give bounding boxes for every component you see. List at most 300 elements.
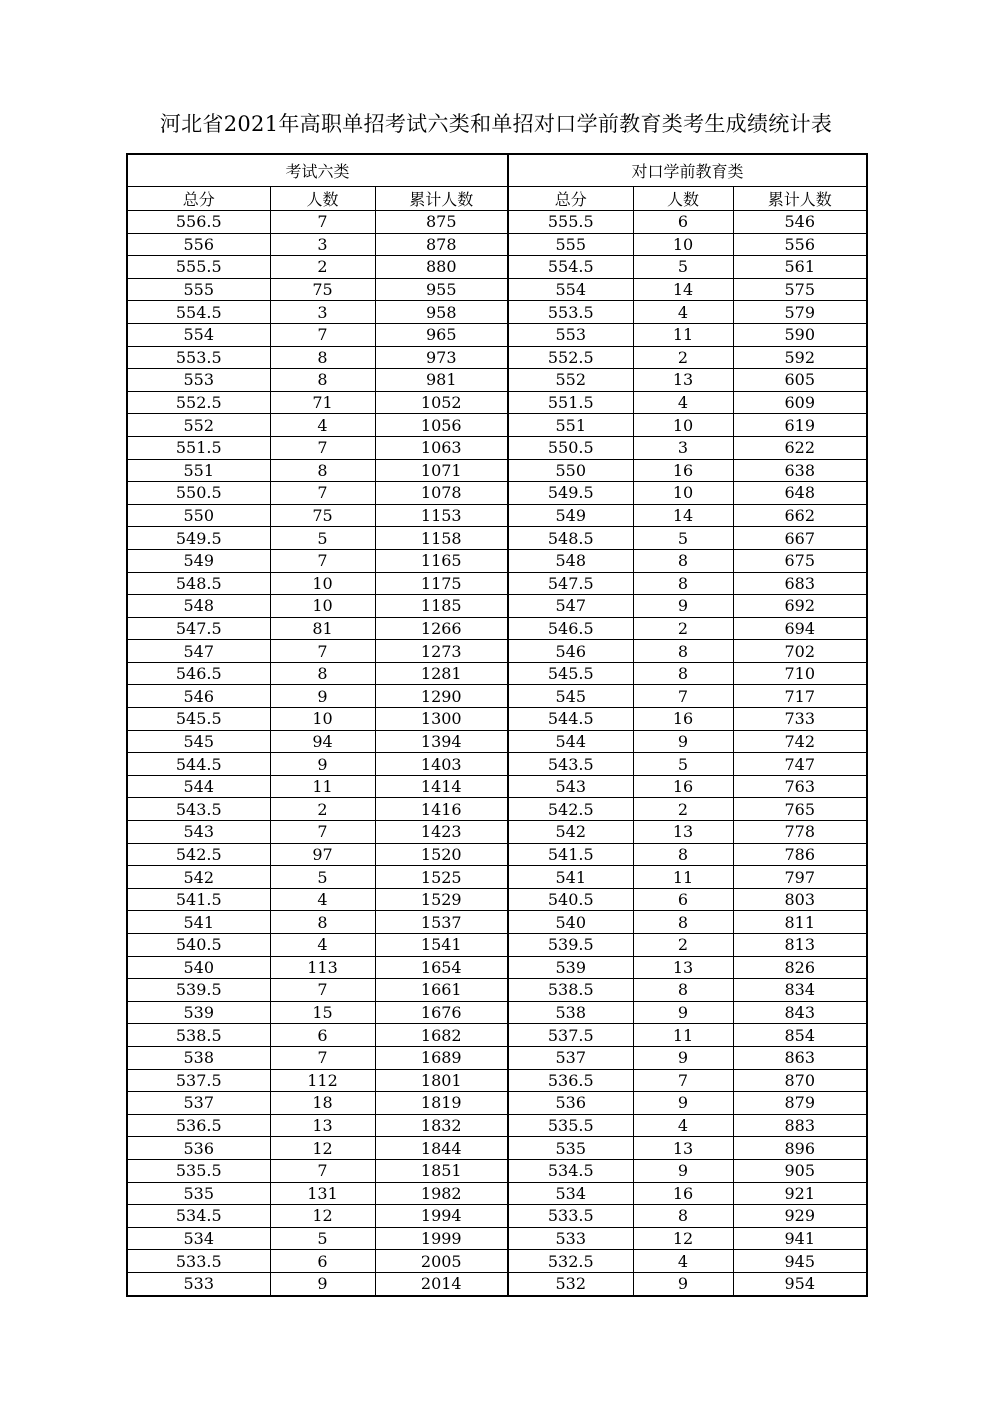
cell-total-score: 544.5 — [508, 708, 633, 731]
table-row — [127, 1159, 867, 1182]
cell-count: 94 — [270, 730, 375, 753]
cell-cumulative: 747 — [733, 753, 867, 776]
table-row — [127, 346, 867, 369]
cell-count: 14 — [633, 504, 733, 527]
table-row — [127, 911, 867, 934]
cell-count: 6 — [270, 1250, 375, 1273]
cell-total-score: 554 — [127, 323, 270, 346]
cell-cumulative: 803 — [733, 888, 867, 911]
cell-count: 7 — [270, 1159, 375, 1182]
cell-count: 11 — [633, 323, 733, 346]
cell-cumulative: 854 — [733, 1024, 867, 1047]
table-row — [127, 1114, 867, 1137]
cell-cumulative: 1525 — [375, 866, 508, 889]
cell-total-score: 536.5 — [127, 1114, 270, 1137]
column-header-count: 人数 — [633, 187, 733, 211]
cell-total-score: 532.5 — [508, 1250, 633, 1273]
cell-count: 7 — [270, 1046, 375, 1069]
table-row — [127, 1046, 867, 1069]
cell-count: 7 — [270, 436, 375, 459]
cell-count: 4 — [270, 888, 375, 911]
cell-count: 81 — [270, 617, 375, 640]
cell-count: 9 — [633, 1272, 733, 1295]
cell-count: 4 — [633, 391, 733, 414]
cell-cumulative: 1676 — [375, 1001, 508, 1024]
cell-total-score: 554 — [508, 278, 633, 301]
cell-count: 15 — [270, 1001, 375, 1024]
cell-cumulative: 834 — [733, 979, 867, 1002]
cell-cumulative: 875 — [375, 211, 508, 234]
cell-cumulative: 1165 — [375, 549, 508, 572]
cell-total-score: 538 — [508, 1001, 633, 1024]
table-row — [127, 369, 867, 392]
table-row — [127, 278, 867, 301]
cell-total-score: 551.5 — [508, 391, 633, 414]
cell-count: 4 — [270, 934, 375, 957]
cell-total-score: 553.5 — [508, 301, 633, 324]
cell-cumulative: 742 — [733, 730, 867, 753]
cell-count: 6 — [270, 1024, 375, 1047]
cell-count: 9 — [633, 595, 733, 618]
cell-cumulative: 879 — [733, 1092, 867, 1115]
cell-count: 2 — [633, 934, 733, 957]
cell-total-score: 555.5 — [508, 211, 633, 234]
cell-count: 6 — [633, 888, 733, 911]
cell-count: 9 — [633, 1092, 733, 1115]
table-row — [127, 934, 867, 957]
cell-total-score: 552.5 — [127, 391, 270, 414]
cell-cumulative: 1394 — [375, 730, 508, 753]
cell-cumulative: 1078 — [375, 482, 508, 505]
cell-cumulative: 1414 — [375, 775, 508, 798]
cell-cumulative: 675 — [733, 549, 867, 572]
cell-total-score: 537 — [127, 1092, 270, 1115]
cell-total-score: 545.5 — [508, 662, 633, 685]
cell-count: 9 — [633, 730, 733, 753]
cell-count: 10 — [633, 414, 733, 437]
cell-count: 75 — [270, 504, 375, 527]
table-row — [127, 979, 867, 1002]
cell-cumulative: 1153 — [375, 504, 508, 527]
cell-count: 97 — [270, 843, 375, 866]
cell-total-score: 550 — [127, 504, 270, 527]
cell-cumulative: 590 — [733, 323, 867, 346]
cell-cumulative: 813 — [733, 934, 867, 957]
cell-count: 5 — [270, 866, 375, 889]
cell-total-score: 535 — [508, 1137, 633, 1160]
cell-cumulative: 648 — [733, 482, 867, 505]
table-row — [127, 1250, 867, 1273]
cell-cumulative: 941 — [733, 1227, 867, 1250]
cell-total-score: 544 — [127, 775, 270, 798]
cell-cumulative: 763 — [733, 775, 867, 798]
cell-total-score: 552 — [508, 369, 633, 392]
cell-total-score: 546.5 — [508, 617, 633, 640]
cell-cumulative: 579 — [733, 301, 867, 324]
cell-count: 9 — [270, 685, 375, 708]
cell-total-score: 554.5 — [127, 301, 270, 324]
cell-cumulative: 1682 — [375, 1024, 508, 1047]
cell-cumulative: 797 — [733, 866, 867, 889]
cell-count: 13 — [633, 369, 733, 392]
table-row — [127, 301, 867, 324]
cell-count: 7 — [633, 1069, 733, 1092]
cell-cumulative: 702 — [733, 640, 867, 663]
table-row — [127, 504, 867, 527]
cell-total-score: 551.5 — [127, 436, 270, 459]
cell-total-score: 534 — [127, 1227, 270, 1250]
cell-cumulative: 622 — [733, 436, 867, 459]
table-row — [127, 391, 867, 414]
cell-total-score: 550 — [508, 459, 633, 482]
table-row — [127, 866, 867, 889]
cell-cumulative: 1403 — [375, 753, 508, 776]
cell-cumulative: 786 — [733, 843, 867, 866]
cell-total-score: 541 — [127, 911, 270, 934]
cell-total-score: 556.5 — [127, 211, 270, 234]
cell-cumulative: 1832 — [375, 1114, 508, 1137]
cell-cumulative: 929 — [733, 1205, 867, 1228]
cell-cumulative: 561 — [733, 256, 867, 279]
cell-cumulative: 1689 — [375, 1046, 508, 1069]
cell-cumulative: 694 — [733, 617, 867, 640]
table-row — [127, 595, 867, 618]
cell-count: 8 — [633, 1205, 733, 1228]
column-header-total-score: 总分 — [508, 187, 633, 211]
cell-cumulative: 662 — [733, 504, 867, 527]
cell-total-score: 550.5 — [127, 482, 270, 505]
cell-count: 5 — [270, 1227, 375, 1250]
table-row — [127, 549, 867, 572]
cell-count: 75 — [270, 278, 375, 301]
cell-cumulative: 683 — [733, 572, 867, 595]
table-row — [127, 753, 867, 776]
cell-total-score: 535.5 — [508, 1114, 633, 1137]
cell-total-score: 553 — [508, 323, 633, 346]
cell-count: 9 — [270, 1272, 375, 1295]
cell-count: 5 — [633, 527, 733, 550]
cell-cumulative: 1844 — [375, 1137, 508, 1160]
cell-count: 16 — [633, 1182, 733, 1205]
cell-count: 4 — [633, 1250, 733, 1273]
cell-cumulative: 733 — [733, 708, 867, 731]
cell-total-score: 545.5 — [127, 708, 270, 731]
cell-cumulative: 1063 — [375, 436, 508, 459]
cell-total-score: 555 — [127, 278, 270, 301]
cell-total-score: 542.5 — [127, 843, 270, 866]
cell-count: 11 — [633, 866, 733, 889]
cell-count: 5 — [633, 753, 733, 776]
cell-total-score: 536 — [127, 1137, 270, 1160]
cell-cumulative: 965 — [375, 323, 508, 346]
cell-cumulative: 1273 — [375, 640, 508, 663]
cell-total-score: 534.5 — [508, 1159, 633, 1182]
cell-count: 12 — [270, 1137, 375, 1160]
cell-total-score: 539 — [127, 1001, 270, 1024]
cell-count: 9 — [270, 753, 375, 776]
cell-total-score: 535.5 — [127, 1159, 270, 1182]
cell-cumulative: 954 — [733, 1272, 867, 1295]
group-header-left: 考试六类 — [127, 154, 508, 187]
cell-cumulative: 605 — [733, 369, 867, 392]
cell-total-score: 543 — [127, 821, 270, 844]
cell-count: 7 — [270, 549, 375, 572]
cell-total-score: 539 — [508, 956, 633, 979]
cell-total-score: 539.5 — [127, 979, 270, 1002]
cell-count: 2 — [633, 798, 733, 821]
cell-count: 11 — [270, 775, 375, 798]
cell-cumulative: 1982 — [375, 1182, 508, 1205]
table-row — [127, 843, 867, 866]
cell-total-score: 532 — [508, 1272, 633, 1295]
cell-cumulative: 1819 — [375, 1092, 508, 1115]
cell-count: 7 — [270, 979, 375, 1002]
cell-cumulative: 592 — [733, 346, 867, 369]
cell-count: 8 — [633, 911, 733, 934]
cell-count: 7 — [633, 685, 733, 708]
cell-total-score: 538.5 — [508, 979, 633, 1002]
cell-count: 8 — [633, 640, 733, 663]
cell-cumulative: 905 — [733, 1159, 867, 1182]
cell-total-score: 543.5 — [508, 753, 633, 776]
table-row — [127, 436, 867, 459]
table-row — [127, 1092, 867, 1115]
cell-total-score: 547 — [127, 640, 270, 663]
cell-total-score: 545 — [127, 730, 270, 753]
cell-cumulative: 1851 — [375, 1159, 508, 1182]
cell-total-score: 541.5 — [508, 843, 633, 866]
cell-cumulative: 609 — [733, 391, 867, 414]
column-header-total-score: 总分 — [127, 187, 270, 211]
table-row — [127, 414, 867, 437]
table-row — [127, 1272, 867, 1295]
table-row — [127, 256, 867, 279]
cell-cumulative: 778 — [733, 821, 867, 844]
cell-count: 7 — [270, 323, 375, 346]
cell-count: 2 — [270, 256, 375, 279]
cell-cumulative: 1654 — [375, 956, 508, 979]
cell-total-score: 537.5 — [127, 1069, 270, 1092]
cell-cumulative: 710 — [733, 662, 867, 685]
table-row — [127, 617, 867, 640]
table-row — [127, 323, 867, 346]
cell-cumulative: 955 — [375, 278, 508, 301]
cell-cumulative: 1529 — [375, 888, 508, 911]
cell-cumulative: 575 — [733, 278, 867, 301]
cell-total-score: 546 — [508, 640, 633, 663]
cell-count: 13 — [633, 1137, 733, 1160]
cell-total-score: 545 — [508, 685, 633, 708]
cell-total-score: 540.5 — [508, 888, 633, 911]
table-row — [127, 798, 867, 821]
table-row — [127, 775, 867, 798]
cell-count: 12 — [270, 1205, 375, 1228]
cell-count: 13 — [633, 821, 733, 844]
cell-total-score: 544 — [508, 730, 633, 753]
cell-count: 2 — [270, 798, 375, 821]
cell-count: 16 — [633, 459, 733, 482]
table-row — [127, 482, 867, 505]
cell-total-score: 543.5 — [127, 798, 270, 821]
cell-count: 8 — [270, 369, 375, 392]
cell-count: 7 — [270, 482, 375, 505]
cell-count: 10 — [270, 572, 375, 595]
cell-cumulative: 692 — [733, 595, 867, 618]
cell-count: 4 — [633, 1114, 733, 1137]
table-row — [127, 1227, 867, 1250]
group-header-row — [127, 154, 867, 187]
cell-count: 8 — [633, 979, 733, 1002]
cell-count: 2 — [633, 617, 733, 640]
cell-total-score: 533 — [508, 1227, 633, 1250]
cell-total-score: 548.5 — [508, 527, 633, 550]
cell-cumulative: 2014 — [375, 1272, 508, 1295]
cell-total-score: 547.5 — [508, 572, 633, 595]
cell-cumulative: 896 — [733, 1137, 867, 1160]
cell-total-score: 549.5 — [127, 527, 270, 550]
cell-cumulative: 826 — [733, 956, 867, 979]
cell-count: 8 — [270, 662, 375, 685]
cell-count: 9 — [633, 1159, 733, 1182]
cell-total-score: 536 — [508, 1092, 633, 1115]
cell-total-score: 544.5 — [127, 753, 270, 776]
cell-total-score: 543 — [508, 775, 633, 798]
cell-cumulative: 883 — [733, 1114, 867, 1137]
cell-count: 9 — [633, 1046, 733, 1069]
cell-cumulative: 921 — [733, 1182, 867, 1205]
cell-cumulative: 546 — [733, 211, 867, 234]
cell-count: 6 — [633, 211, 733, 234]
cell-total-score: 546 — [127, 685, 270, 708]
cell-count: 3 — [633, 436, 733, 459]
cell-total-score: 549.5 — [508, 482, 633, 505]
column-header-cumulative: 累计人数 — [375, 187, 508, 211]
cell-cumulative: 1300 — [375, 708, 508, 731]
table-row — [127, 956, 867, 979]
cell-count: 8 — [633, 549, 733, 572]
cell-cumulative: 667 — [733, 527, 867, 550]
table-row — [127, 527, 867, 550]
cell-total-score: 550.5 — [508, 436, 633, 459]
cell-total-score: 551 — [127, 459, 270, 482]
table-row — [127, 459, 867, 482]
cell-cumulative: 1999 — [375, 1227, 508, 1250]
cell-cumulative: 717 — [733, 685, 867, 708]
cell-count: 7 — [270, 640, 375, 663]
cell-total-score: 540 — [508, 911, 633, 934]
table-row — [127, 1069, 867, 1092]
cell-cumulative: 1175 — [375, 572, 508, 595]
cell-count: 112 — [270, 1069, 375, 1092]
cell-cumulative: 1056 — [375, 414, 508, 437]
cell-count: 8 — [270, 346, 375, 369]
table-row — [127, 1024, 867, 1047]
cell-cumulative: 1071 — [375, 459, 508, 482]
cell-count: 5 — [633, 256, 733, 279]
cell-count: 5 — [270, 527, 375, 550]
cell-total-score: 535 — [127, 1182, 270, 1205]
cell-count: 8 — [633, 662, 733, 685]
cell-count: 7 — [270, 821, 375, 844]
cell-total-score: 549 — [508, 504, 633, 527]
cell-count: 8 — [270, 459, 375, 482]
cell-cumulative: 863 — [733, 1046, 867, 1069]
cell-cumulative: 973 — [375, 346, 508, 369]
cell-count: 2 — [633, 346, 733, 369]
cell-cumulative: 1994 — [375, 1205, 508, 1228]
score-table — [126, 153, 868, 1297]
cell-cumulative: 1661 — [375, 979, 508, 1002]
cell-cumulative: 811 — [733, 911, 867, 934]
cell-total-score: 548.5 — [127, 572, 270, 595]
cell-total-score: 555.5 — [127, 256, 270, 279]
cell-total-score: 538 — [127, 1046, 270, 1069]
cell-total-score: 551 — [508, 414, 633, 437]
cell-count: 10 — [270, 708, 375, 731]
cell-count: 4 — [633, 301, 733, 324]
cell-count: 13 — [270, 1114, 375, 1137]
cell-count: 8 — [633, 572, 733, 595]
table-row — [127, 640, 867, 663]
cell-cumulative: 1537 — [375, 911, 508, 934]
cell-total-score: 553.5 — [127, 346, 270, 369]
cell-total-score: 534.5 — [127, 1205, 270, 1228]
cell-cumulative: 2005 — [375, 1250, 508, 1273]
table-row — [127, 685, 867, 708]
table-row — [127, 730, 867, 753]
cell-count: 131 — [270, 1182, 375, 1205]
cell-cumulative: 1158 — [375, 527, 508, 550]
cell-total-score: 553 — [127, 369, 270, 392]
cell-total-score: 548 — [127, 595, 270, 618]
cell-count: 3 — [270, 233, 375, 256]
cell-total-score: 540.5 — [127, 934, 270, 957]
cell-total-score: 542 — [127, 866, 270, 889]
column-header-cumulative: 累计人数 — [733, 187, 867, 211]
cell-cumulative: 1416 — [375, 798, 508, 821]
cell-count: 14 — [633, 278, 733, 301]
cell-count: 10 — [270, 595, 375, 618]
cell-total-score: 533 — [127, 1272, 270, 1295]
cell-total-score: 534 — [508, 1182, 633, 1205]
cell-cumulative: 843 — [733, 1001, 867, 1024]
cell-count: 10 — [633, 482, 733, 505]
cell-count: 8 — [633, 843, 733, 866]
cell-count: 10 — [633, 233, 733, 256]
cell-cumulative: 638 — [733, 459, 867, 482]
cell-total-score: 541 — [508, 866, 633, 889]
cell-count: 113 — [270, 956, 375, 979]
cell-cumulative: 1801 — [375, 1069, 508, 1092]
cell-count: 71 — [270, 391, 375, 414]
table-row — [127, 211, 867, 234]
table-row — [127, 572, 867, 595]
group-header-right: 对口学前教育类 — [508, 154, 867, 187]
cell-count: 9 — [633, 1001, 733, 1024]
cell-cumulative: 1541 — [375, 934, 508, 957]
cell-total-score: 549 — [127, 549, 270, 572]
cell-count: 4 — [270, 414, 375, 437]
cell-cumulative: 1052 — [375, 391, 508, 414]
cell-total-score: 547 — [508, 595, 633, 618]
cell-total-score: 540 — [127, 956, 270, 979]
page-title: 河北省2021年高职单招考试六类和单招对口学前教育类考生成绩统计表 — [159, 112, 833, 136]
cell-total-score: 555 — [508, 233, 633, 256]
cell-total-score: 546.5 — [127, 662, 270, 685]
cell-total-score: 541.5 — [127, 888, 270, 911]
cell-total-score: 533.5 — [508, 1205, 633, 1228]
cell-total-score: 539.5 — [508, 934, 633, 957]
